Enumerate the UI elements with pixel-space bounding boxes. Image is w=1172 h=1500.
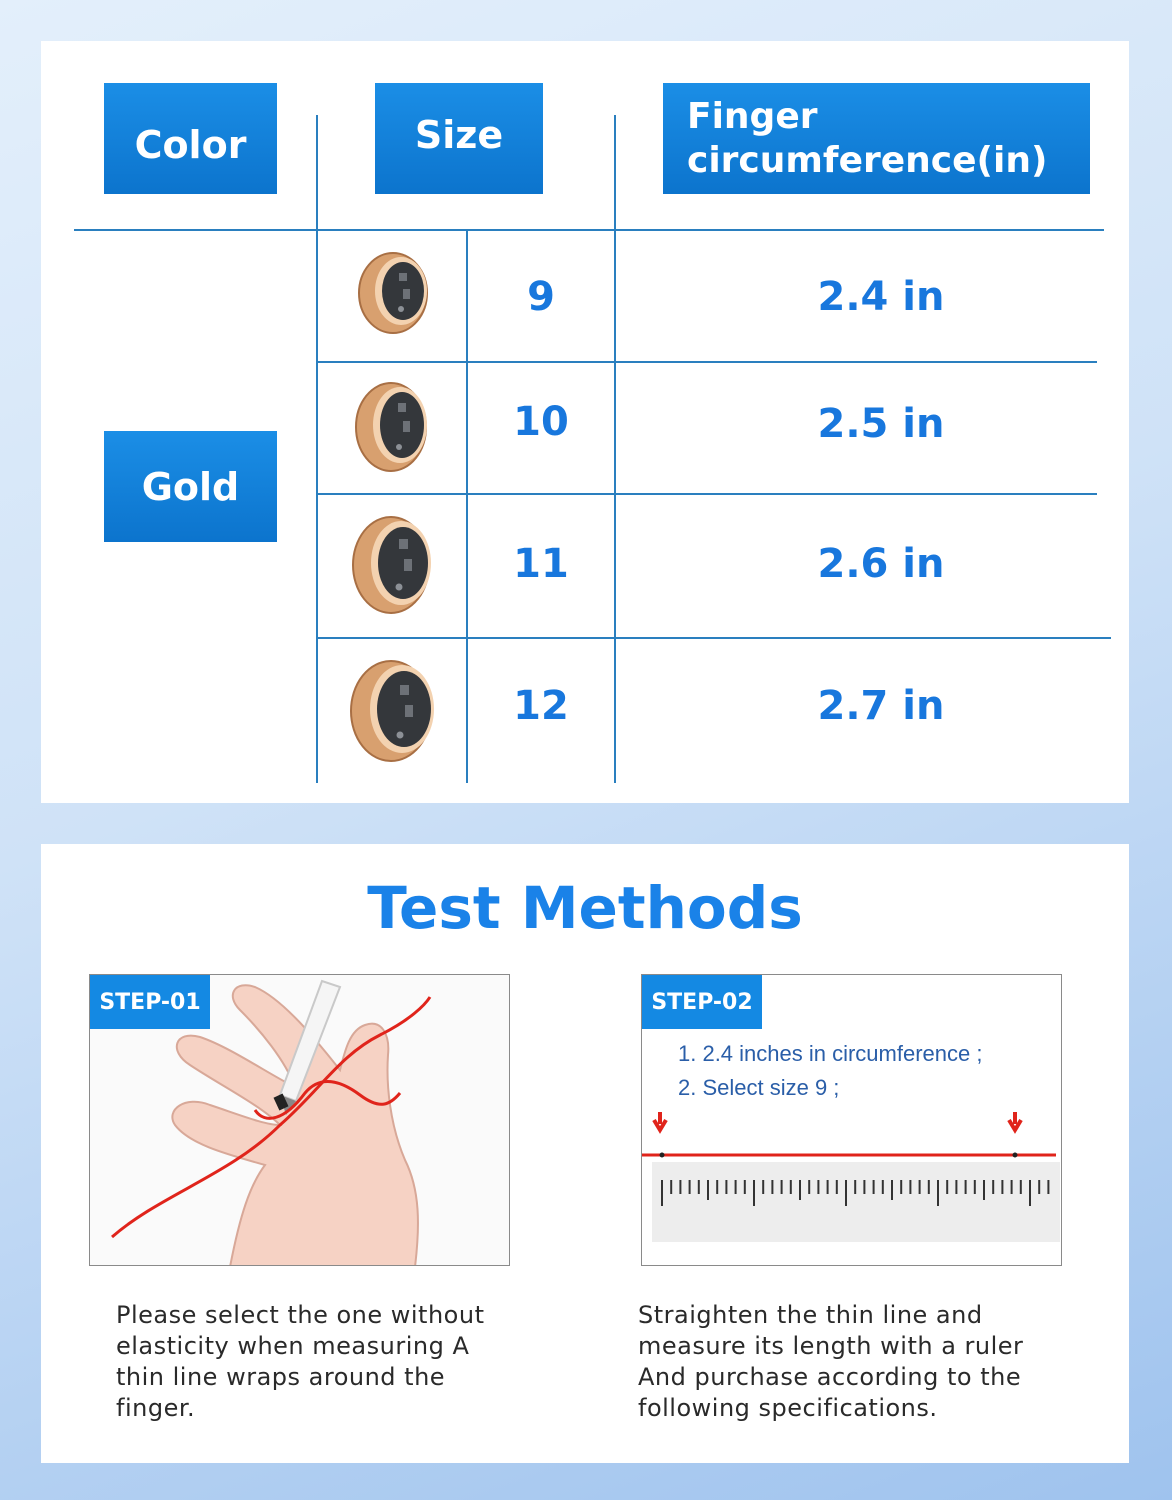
row-divider-3 xyxy=(316,637,1111,639)
step-02-badge: STEP-02 xyxy=(642,975,762,1029)
color-gold-text: Gold xyxy=(141,464,240,509)
size-header-label: Size xyxy=(414,112,504,157)
circumference-value-row4: 2.7 in xyxy=(817,683,945,729)
size-value-row1: 9 xyxy=(527,274,555,320)
ring-image-size-11 xyxy=(347,513,443,617)
size-chart-panel xyxy=(41,41,1129,803)
circumference-header-line1: Finger xyxy=(687,95,818,137)
circumference-value-row2: 2.5 in xyxy=(817,401,945,447)
step-02-desc-line-4: following specifications. xyxy=(638,1394,938,1422)
size-value-row3: 11 xyxy=(513,541,569,587)
color-header xyxy=(104,83,277,194)
size-value-row4: 12 xyxy=(513,683,569,729)
ring-image-size-12 xyxy=(345,657,445,765)
step-01-badge: STEP-01 xyxy=(90,975,210,1029)
color-gold-label xyxy=(104,431,277,542)
step-01-description xyxy=(116,1300,556,1424)
column-divider-1 xyxy=(316,115,318,783)
step-02-note-1: 1. 2.4 inches in circumference ; xyxy=(678,1041,983,1066)
color-header-label: Color xyxy=(134,122,247,167)
step-01-desc-line-1: Please select the one without xyxy=(116,1301,485,1329)
step-02-description xyxy=(638,1300,1108,1424)
step-01-desc-line-4: finger. xyxy=(116,1394,196,1422)
circumference-header-line2: circumference(in) xyxy=(687,139,1048,181)
row-divider-1 xyxy=(316,361,1097,363)
step-01-desc-line-3: thin line wraps around the xyxy=(116,1363,446,1391)
header-divider xyxy=(74,229,1104,231)
ruler-measurement-image xyxy=(642,1110,1062,1260)
column-divider-3 xyxy=(614,115,616,783)
step-02-desc-line-2: measure its length with a ruler xyxy=(638,1332,1024,1360)
test-methods-panel xyxy=(41,844,1129,1463)
ring-image-size-10 xyxy=(351,379,437,475)
test-methods-title: Test Methods xyxy=(367,874,803,942)
size-header xyxy=(375,83,543,194)
circumference-value-row1: 2.4 in xyxy=(817,274,945,320)
circumference-value-row3: 2.6 in xyxy=(817,541,945,587)
step-01-illustration xyxy=(89,974,510,1266)
row-divider-2 xyxy=(316,493,1097,495)
step-01-desc-line-2: elasticity when measuring A xyxy=(116,1332,470,1360)
ring-image-size-9 xyxy=(353,249,437,335)
step-02-desc-line-1: Straighten the thin line and xyxy=(638,1301,983,1329)
step-02-desc-line-3: And purchase according to the xyxy=(638,1363,1022,1391)
step-02-note-2: 2. Select size 9 ; xyxy=(678,1075,840,1100)
step-02-illustration xyxy=(641,974,1062,1266)
circumference-header xyxy=(663,83,1090,194)
size-value-row2: 10 xyxy=(513,399,569,445)
